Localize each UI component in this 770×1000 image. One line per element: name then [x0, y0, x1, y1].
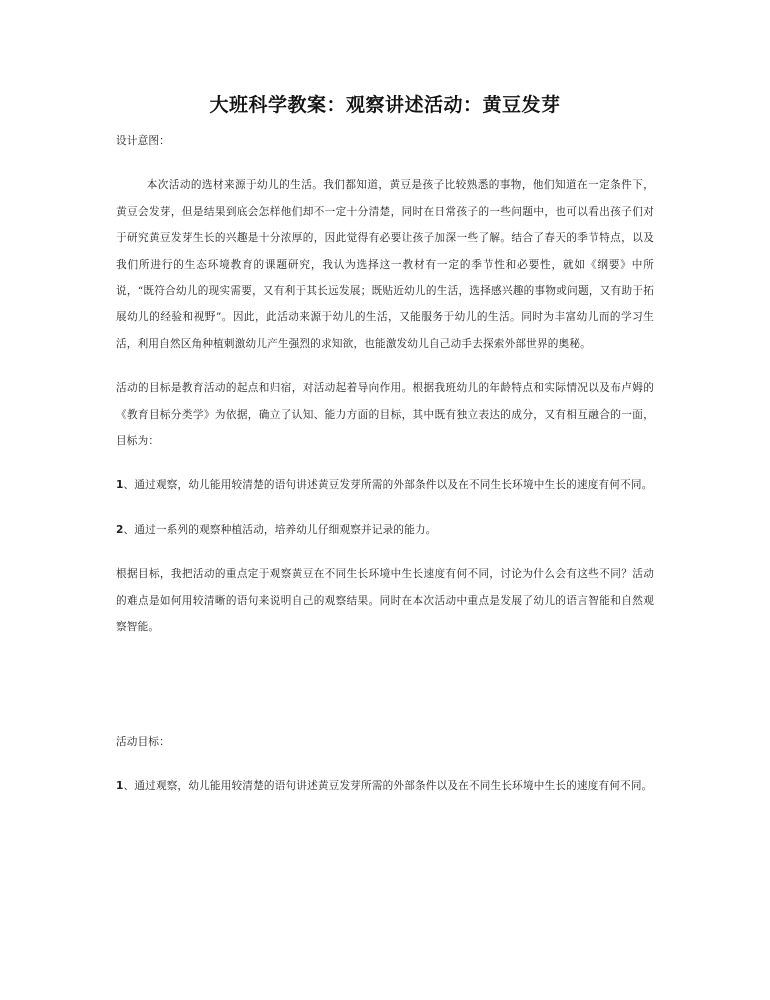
activity-goal-item-1 [116, 773, 654, 799]
activity-goal-item-1-text: 、通过观察，幼儿能用较清楚的语句讲述黄豆发芽所需的外部条件以及在不同生长环境中生长的速度有何不同。 [123, 779, 653, 792]
goal-item-2 [116, 517, 654, 543]
goals-intro-paragraph: 活动的目标是教育活动的起点和归宿，对活动起着导向作用。根据我班幼儿的年龄特点和实际情况以及布卢姆的《教育目标分类学》为依据，确立了认知、能力方面的目标，其中既有独立表达的成分，又有相互融合的一面，目标为： [116, 382, 654, 448]
goal-item-2-text: 、通过一系列的观察种植活动，培养幼儿仔细观察并记录的能力。 [123, 523, 437, 536]
goal-item-2-number: 2 [116, 523, 124, 536]
focus-paragraph: 根据目标，我把活动的重点定于观察黄豆在不同生长环境中生长速度有何不同，讨论为什么会有这些不同？活动的难点是如何用较清晰的语句来说明自己的观察结果。同时在本次活动中重点是发展了幼儿的语言智能和自然观察智能。 [116, 568, 654, 634]
goal-item-1-number: 1 [116, 479, 124, 492]
activity-goal-item-1-number: 1 [116, 779, 124, 792]
goal-item-1-text: 、通过观察，幼儿能用较清楚的语句讲述黄豆发芽所需的外部条件以及在不同生长环境中生长的速度有何不同。 [123, 479, 653, 492]
activity-goals-label: 活动目标： [116, 735, 170, 748]
document-title: 大班科学教案：观察讲述活动：黄豆发芽 [209, 94, 561, 116]
intro-paragraph: 本次活动的选材来源于幼儿的生活。我们都知道，黄豆是孩子比较熟悉的事物，他们知道在一定条件下，黄豆会发芽，但是结果到底会怎样他们却不一定十分清楚，同时在日常孩子的一些问题中，也可以看出孩子们对于研究黄豆发芽生长的兴趣是十分浓厚的，因此觉得有必要让孩子加深一些了解。结合了春天的季节特点，以及我们所进行的生态环境教育的课题研究，我认为选择这一教材有一定的季节性和必要性，就如《纲要》中所说，“既符合幼儿的现实需要，又有利于其长远发展；既贴近幼儿的生活，选择感兴趣的事物或问题，又有助于拓展幼儿的经验和视野”。因此，此活动来源于幼儿的生活，又能服务于幼儿的生活。同时为丰富幼儿而的学习生活，利用自然区角种植刺激幼儿产生强烈的求知欲，也能激发幼儿自己动手去探索外部世界的奥秘。 [116, 179, 654, 350]
design-intent-label: 设计意图： [116, 135, 170, 147]
goal-item-1 [116, 472, 654, 498]
